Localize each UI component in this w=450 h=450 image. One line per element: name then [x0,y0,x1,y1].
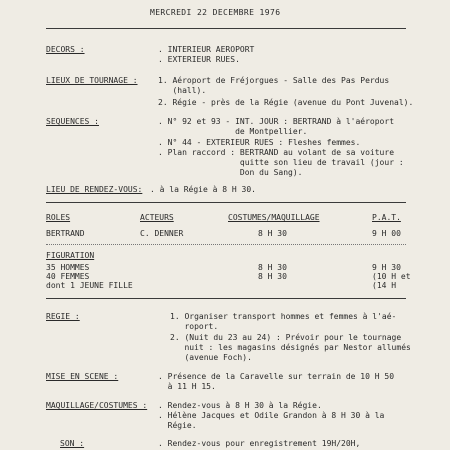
rdv-text: . à la Régie à 8 H 30. [150,185,256,194]
table-rule [46,202,406,203]
regie-rule [46,298,406,299]
mise-item: . Présence de la Caravelle sur terrain de 10 H 50 [158,372,395,381]
top-rule [46,28,406,29]
figuration-costume-time: 8 H 30 [258,272,287,281]
figuration-pat-time: (14 H [372,281,397,290]
rdv-label: LIEU DE RENDEZ-VOUS: [46,185,143,194]
regie-item: nuit : les magasins désignés par Nestor allumés [170,343,411,352]
son-label: SON : [60,439,85,448]
figuration-group: 40 FEMMES [46,272,90,281]
role-actor: C. DENNER [140,229,184,238]
role-name: BERTRAND [46,229,85,238]
col-header-costumes: COSTUMES/MAQUILLAGE [228,213,320,222]
sequence-item: de Montpellier. [158,127,308,136]
regie-item: 2. (Nuit du 23 au 24) : Prévoir pour le tournage [170,333,402,342]
son-item: . Rendez-vous pour enregistrement 19H/20H, [158,439,361,448]
role-costume-time: 8 H 30 [258,229,287,238]
regie-label: REGIE : [46,312,80,321]
lieux-label: LIEUX DE TOURNAGE : [46,76,138,85]
sequence-item: quitte son lieu de travail (jour : [158,158,404,167]
maquillage-label: MAQUILLAGE/COSTUMES : [46,401,148,410]
sequence-item: . Plan raccord : BERTRAND au volant de sa voiture [158,148,395,157]
regie-item: roport. [170,322,219,331]
lieux-item: 1. Aéroport de Fréjorgues - Salle des Pas Perdus [158,76,390,85]
figuration-rule [46,244,406,245]
col-header-acteurs: ACTEURS [140,213,174,222]
sequence-item: . N° 92 et 93 - INT. JOUR : BERTRAND à l'aéroport [158,117,395,126]
figuration-group: 35 HOMMES [46,263,90,272]
decors-item: . INTERIEUR AEROPORT [158,45,255,54]
decors-item: . EXTERIEUR RUES. [158,55,240,64]
maquillage-item: . Hélène Jacques et Odile Grandon à 8 H 30 à la [158,411,385,420]
col-header-pat: P.A.T. [372,213,401,222]
sequence-item: Don du Sang). [158,168,303,177]
maquillage-item: Régie. [158,421,197,430]
decors-label: DECORS : [46,45,85,54]
mise-item: à 11 H 15. [158,382,216,391]
sequences-label: SEQUENCES : [46,117,99,126]
sheet-date: MERCREDI 22 DECEMBRE 1976 [150,8,281,17]
figuration-pat-time: 9 H 30 [372,263,401,272]
lieux-item: (hall). [158,86,207,95]
figuration-costume-time: 8 H 30 [258,263,287,272]
maquillage-item: . Rendez-vous à 8 H 30 à la Régie. [158,401,322,410]
sequence-item: . N° 44 - EXTERIEUR RUES : Fleshes femmes. [158,138,361,147]
regie-item: 1. Organiser transport hommes et femmes à l'aé- [170,312,397,321]
lieux-item: 2. Régie - près de la Régie (avenue du Pont Juvenal). [158,98,414,107]
figuration-group: dont 1 JEUNE FILLE [46,281,133,290]
col-header-roles: ROLES [46,213,71,222]
figuration-pat-time: (10 H et [372,272,411,281]
figuration-label: FIGURATION [46,251,95,260]
regie-item: (avenue Foch). [170,353,252,362]
mise-label: MISE EN SCENE : [46,372,119,381]
role-pat-time: 9 H 00 [372,229,401,238]
